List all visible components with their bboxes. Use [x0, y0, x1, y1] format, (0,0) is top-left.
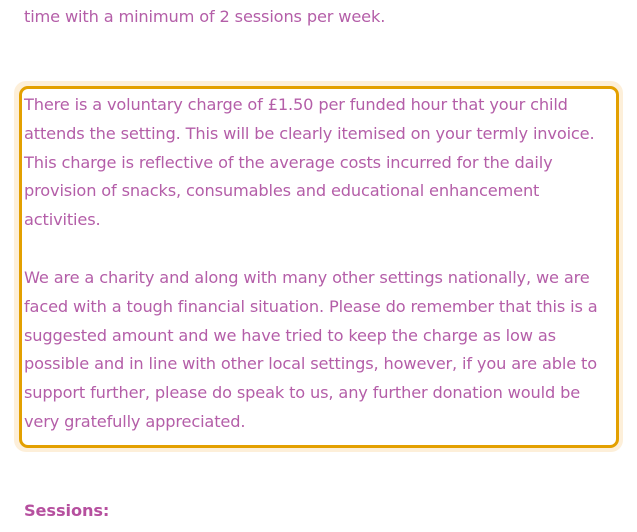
sessions-heading: Sessions: [24, 501, 110, 520]
notice-paragraph-charity [24, 264, 598, 437]
intro-text-line: time with a minimum of 2 sessions per week. [24, 7, 386, 26]
notice-line: possible and in line with other local settings, however, if you are able to [24, 354, 597, 374]
notice-line: support further, please do speak to us, any further donation would be [24, 383, 581, 403]
notice-line: suggested amount and we have tried to keep the charge as low as [24, 325, 556, 345]
notice-line: activities. [24, 210, 101, 230]
notice-line: attends the setting. This will be clearly itemised on your termly invoice. [24, 123, 595, 143]
notice-paragraph-charge [24, 91, 595, 235]
notice-line: very gratefully appreciated. [24, 411, 246, 431]
notice-line: faced with a tough financial situation. Please do remember that this is a [24, 296, 598, 316]
notice-line: provision of snacks, consumables and educational enhancement [24, 181, 540, 201]
notice-line: We are a charity and along with many other settings nationally, we are [24, 268, 590, 287]
notice-line: This charge is reflective of the average costs incurred for the daily [24, 152, 553, 172]
notice-line: There is a voluntary charge of £1.50 per funded hour that your child [24, 95, 568, 114]
